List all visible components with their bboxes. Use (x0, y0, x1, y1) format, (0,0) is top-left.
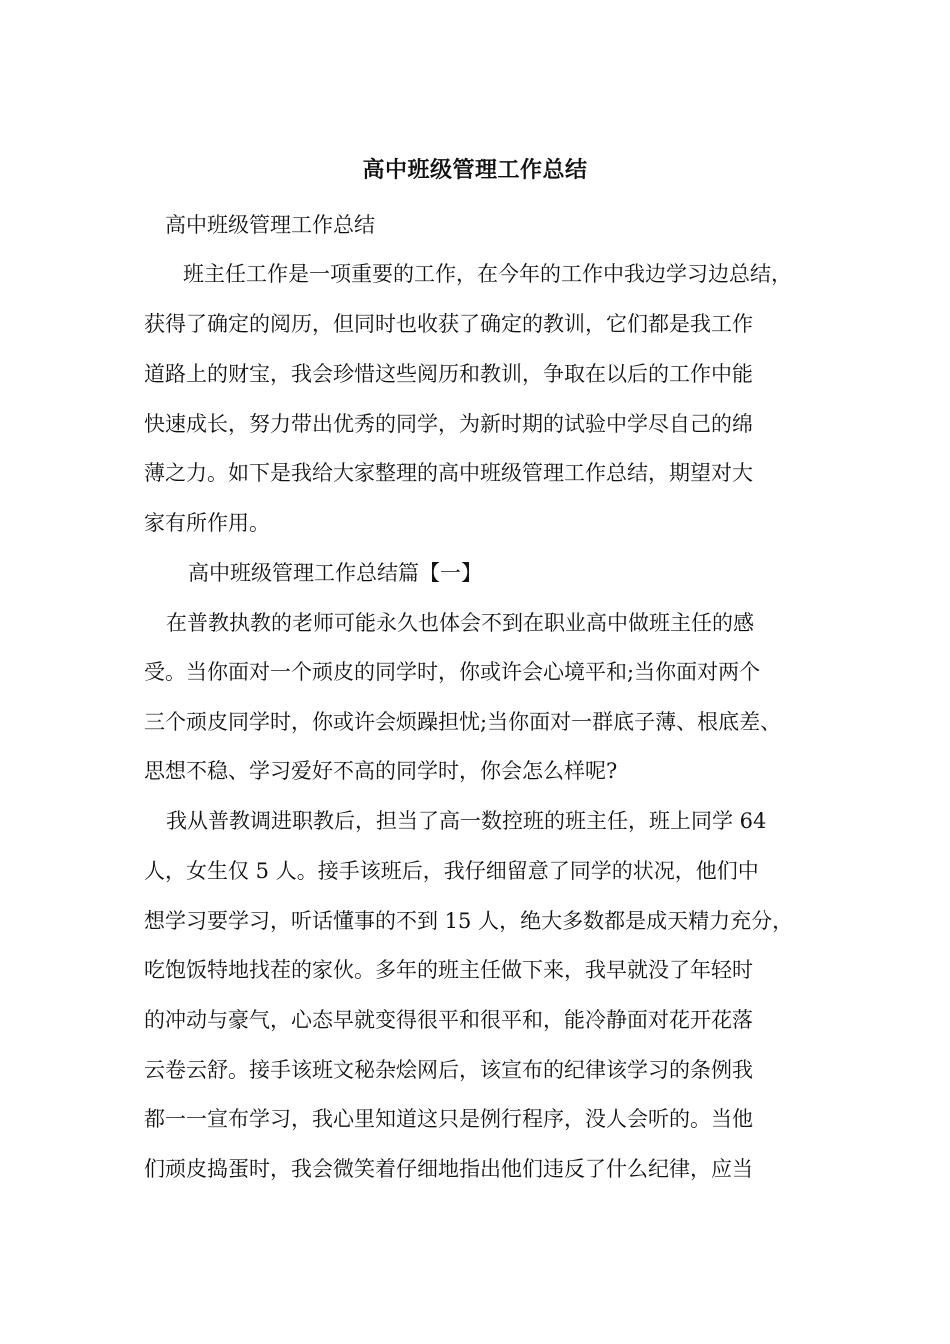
paragraph-line: 快速成长，努力带出优秀的同学，为新时期的试验中学尽自己的绵 (144, 412, 753, 436)
paragraph-line: 人，女生仅 5 人。接手该班后，我仔细留意了同学的状况，他们中 (144, 859, 759, 883)
paragraph-line: 薄之力。如下是我给大家整理的高中班级管理工作总结，期望对大 (144, 461, 753, 485)
paragraph-line: 思想不稳、学习爱好不高的同学时，你会怎么样呢? (144, 759, 618, 783)
section-heading: 高中班级管理工作总结篇【一】 (188, 561, 482, 585)
paragraph-line: 班主任工作是一项重要的工作，在今年的工作中我边学习边总结， (183, 262, 792, 286)
paragraph-line: 云卷云舒。接手该班文秘杂烩网后，该宣布的纪律该学习的条例我 (144, 1058, 753, 1082)
document-title: 高中班级管理工作总结 (362, 157, 588, 183)
paragraph-line: 道路上的财宝，我会珍惜这些阅历和教训，争取在以后的工作中能 (144, 362, 753, 386)
paragraph-line: 受。当你面对一个顽皮的同学时，你或许会心境平和;当你面对两个 (144, 660, 761, 684)
paragraph-line: 获得了确定的阅历，但同时也收获了确定的教训，它们都是我工作 (144, 312, 753, 336)
paragraph-line: 我从普教调进职教后，担当了高一数控班的班主任，班上同学 64 (166, 809, 767, 833)
subtitle-line: 高中班级管理工作总结 (165, 213, 375, 237)
paragraph-line: 吃饱饭特地找茬的家伙。多年的班主任做下来，我早就没了年轻时 (144, 958, 753, 982)
paragraph-line: 家有所作用。 (144, 511, 270, 535)
paragraph-line: 都一一宣布学习，我心里知道这只是例行程序，没人会听的。当他 (144, 1107, 753, 1131)
paragraph-line: 的冲动与豪气，心态早就变得很平和很平和，能冷静面对花开花落 (144, 1008, 753, 1032)
paragraph-line: 三个顽皮同学时，你或许会烦躁担忧;当你面对一群底子薄、根底差、 (144, 710, 782, 734)
paragraph-line: 们顽皮捣蛋时，我会微笑着仔细地指出他们违反了什么纪律，应当 (144, 1157, 753, 1181)
paragraph-line: 想学习要学习，听话懂事的不到 15 人，绝大多数都是成天精力充分， (144, 909, 794, 933)
paragraph-line: 在普教执教的老师可能永久也体会不到在职业高中做班主任的感 (166, 611, 754, 635)
